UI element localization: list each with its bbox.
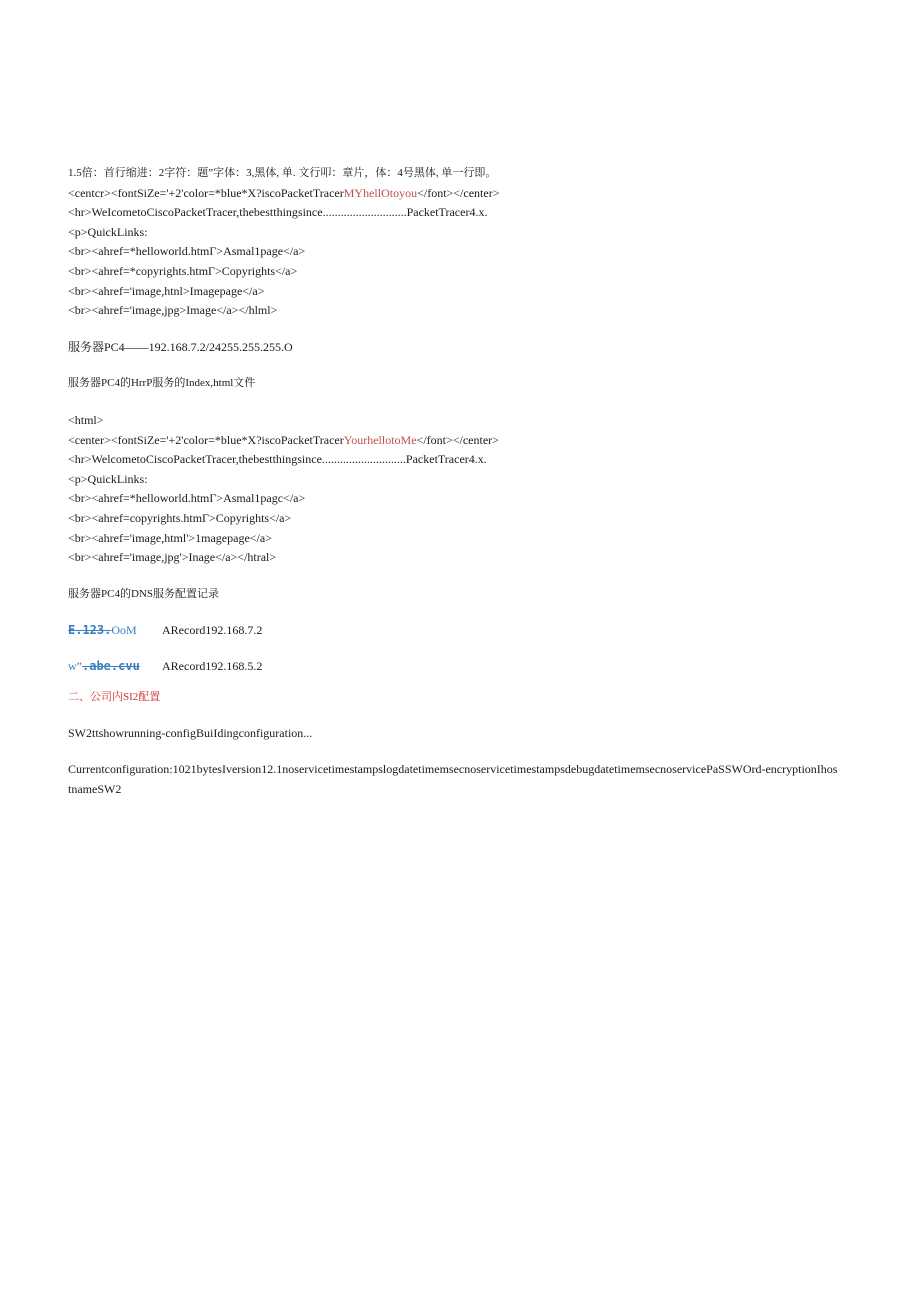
code-hr-line: <hr>WeIcometoCiscoPacketTracer,thebestthingsince............................PacketTracer4.x. xyxy=(68,205,488,220)
dns-title: 服务器PC4的DNS服务配置记录 xyxy=(68,587,219,600)
code-link-line: <br><ahref=copyrights.htmΓ>Copyrights</a> xyxy=(68,510,292,525)
code-p-line: <p>QuickLinks: xyxy=(68,224,148,239)
section-title: 二、公司内SI2配置 xyxy=(68,691,161,704)
code-link-line: <br><ahref=*copyrights.htmΓ>Copyrights</a> xyxy=(68,263,298,278)
code-link-line: <br><ahref='image,jpg>Image</a></hlml> xyxy=(68,303,278,318)
dns-host: E.123.OoM xyxy=(68,623,137,638)
code-center-prefix: <center><fontSiZe='+2'color=*blue*X?iscoPacketTracer xyxy=(68,432,344,447)
code-center-line xyxy=(68,431,858,451)
dns-record-row xyxy=(68,620,858,640)
dns-record-value: ARecord192.168.7.2 xyxy=(162,623,263,638)
code-link-line: <br><ahref='image,jpg'>Inage</a></htral> xyxy=(68,550,277,565)
code-center-suffix: </font></center> xyxy=(416,432,499,447)
code-html-open: <html> xyxy=(68,412,104,427)
dns-record-row xyxy=(68,656,858,676)
server-pc4-http-title: 服务器PC4的HrrP服务的Index,html文件 xyxy=(68,377,256,390)
dns-record-value: ARecord192.168.5.2 xyxy=(162,659,263,674)
server-pc4-ip: 服务器PC4——192.168.7.2/24255.255.255.O xyxy=(68,339,293,354)
code-center-red-text: MYhellOtoyou xyxy=(343,185,418,200)
sw2-show-command: SW2ttshowrunning-configBuiIdingconfiguration... xyxy=(68,725,313,740)
code-link-line: <br><ahref=*helloworld.htmΓ>Asmal1page</a> xyxy=(68,244,306,259)
dns-host: w”.abe.cvu xyxy=(68,659,140,674)
code-center-prefix: <centcr><fontSiZe='+2'color=*blue*X?iscoPacketTracer xyxy=(68,185,344,200)
code-link-line: <br><ahref=*helloworld.htmΓ>Asmal1pagc</a> xyxy=(68,491,306,506)
code-link-line: <br><ahref='image,html'>1magepage</a> xyxy=(68,530,272,545)
code-center-red-text: YourhellotoMe xyxy=(343,432,417,447)
format-note: 1.5倍：首行缩进：2字符：题”字体：3,黑体, 单. 文行叩：章片，体：4号黑体, 单一行即。 xyxy=(68,167,497,179)
document-page xyxy=(68,164,858,799)
code-link-line: <br><ahref='image,htnl>Imagepage</a> xyxy=(68,283,265,298)
code-center-line xyxy=(68,184,858,204)
code-hr-line: <hr>WelcometoCiscoPacketTracer,thebestthingsince............................PacketTracer4.x. xyxy=(68,452,487,467)
code-p-line: <p>QuickLinks: xyxy=(68,471,148,486)
code-center-suffix: </font></center> xyxy=(417,185,500,200)
current-configuration: Currentconfiguration:1021bytesIversion12.1noservicetimestampslogdatetimemsecnoservicetimestampsdebugdatetimemsecnoservicePaSSWOrd-encryptionIhostnameSW2 xyxy=(68,762,838,797)
